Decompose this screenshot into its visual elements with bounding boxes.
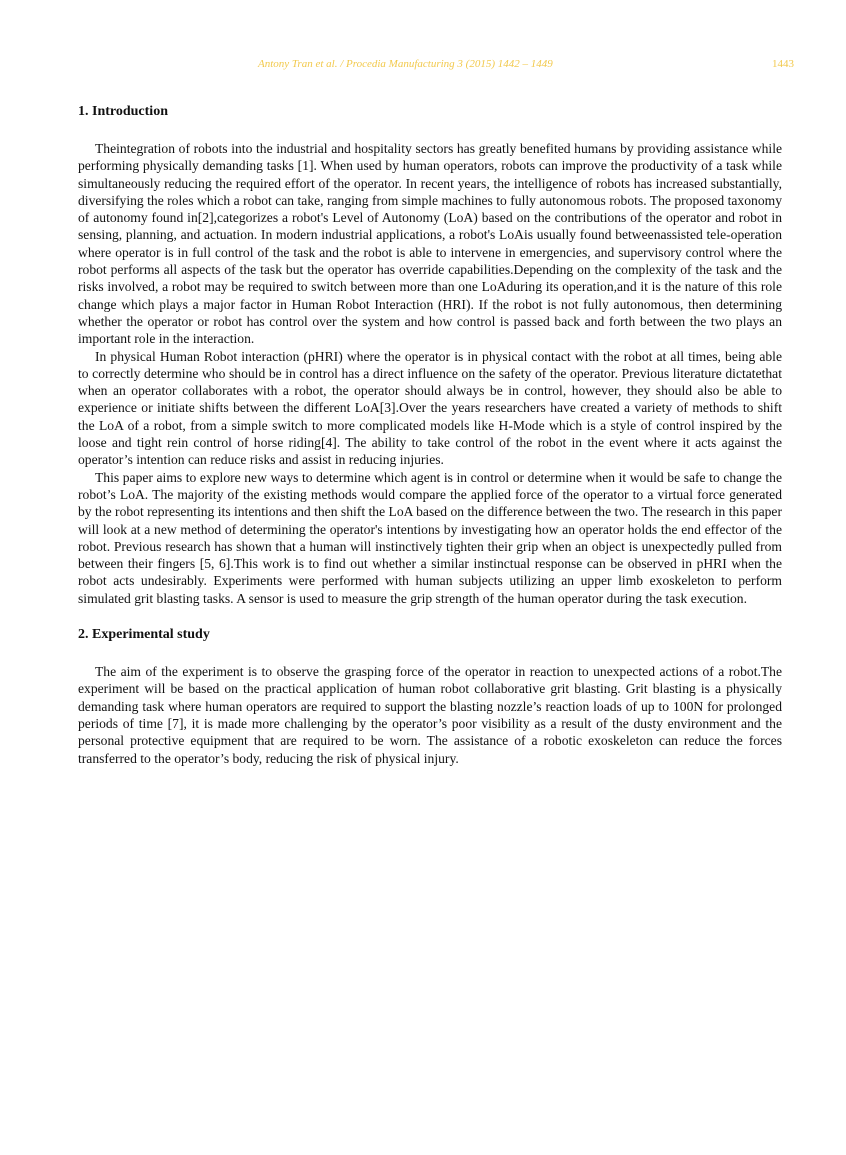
- section-introduction: [78, 103, 782, 607]
- section-experimental-study: [78, 626, 782, 767]
- section-heading: 2. Experimental study: [78, 627, 210, 643]
- page-number: 1443: [772, 58, 794, 70]
- journal-citation: Antony Tran et al. / Procedia Manufacturing 3 (2015) 1442 – 1449: [258, 58, 553, 70]
- paragraph: Theintegration of robots into the industrial and hospitality sectors has greatly benefited humans by providing assistance while performing physically demanding tasks [1]. When used by human operators, robots can improve the productivity of a task while simultaneously reducing the required effort of the operator. In recent years, the intelligence of robots has increased substantially, diversifying the roles which a robot can take, ranging from simple machines to fully autonomous robots. The proposed taxonomy of autonomy found in[2],categorizes a robot's Level of Autonomy (LoA) based on the contributions of the operator and robot in sensing, planning, and actuation. In modern industrial applications, a robot's LoAis usually found betweenassisted tele-operation where operator is in full control of the task and the robot is able to intervene in emergencies, and supervisory control where the robot performs all aspects of the task but the operator has override capabilities.Depending on the complexity of the task and the risks involved, a robot may be required to switch between more than one LoAduring its operation,and it is the nature of this role change which plays a major factor in Human Robot Interaction (HRI). If the robot is not fully autonomous, then determining whether the operator or robot has control over the system and how control is passed back and forth between the two plays an important role in the interaction.: [78, 141, 782, 347]
- paragraph: The aim of the experiment is to observe the grasping force of the operator in reaction to unexpected actions of a robot.The experiment will be based on the practical application of human robot collaborative grit blasting. Grit blasting is a physically demanding task where human operators are required to support the blasting nozzle’s reaction loads of up to 100N for prolonged periods of time [7], it is made more challenging by the operator’s poor visibility as a result of the dusty environment and the personal protective equipment that are required to be worn. The assistance of a robotic exoskeleton can reduce the forces transferred to the operator’s body, reducing the risk of physical injury.: [78, 664, 782, 766]
- section-heading: 1. Introduction: [78, 104, 168, 119]
- paragraph: In physical Human Robot interaction (pHRI) where the operator is in physical contact with the robot at all times, being able to correctly determine who should be in control has a direct influence on the safety of the operator. Previous literature dictatethat when an operator collaborates with a robot, the operator should always be in control, however, they should also be able to experience or initiate shifts between the different LoA[3].Over the years researchers have created a variety of methods to shift the LoA of a robot, from a simple switch to more complicated models like H-Mode which is a style of control inspired by the loose and tight rein control of horse riding[4]. The ability to take control of the robot in the event where it acts against the operator’s intention can reduce risks and assist in reducing injuries.: [78, 348, 782, 468]
- running-header: [78, 58, 794, 74]
- article-body: [78, 103, 782, 767]
- paragraph: This paper aims to explore new ways to determine which agent is in control or determine when it would be safe to change the robot’s LoA. The majority of the existing methods would compare the applied force of the operator to a virtual force generated by the robot representing its intentions and then shift the LoA based on the difference between the two. The research in this paper will look at a new method of determining the operator's intentions by investigating how an operator holds the end effector of the robot. Previous research has shown that a human will instinctively tighten their grip when an object is unexpectedly pulled from between their fingers [5, 6].This work is to find out whether a similar instinctual response can be observed in pHRI when the robot acts undesirably. Experiments were performed with human subjects utilizing an upper limb exoskeleton to perform simulated grit blasting tasks. A sensor is used to measure the grip strength of the human operator during the task execution.: [78, 469, 782, 606]
